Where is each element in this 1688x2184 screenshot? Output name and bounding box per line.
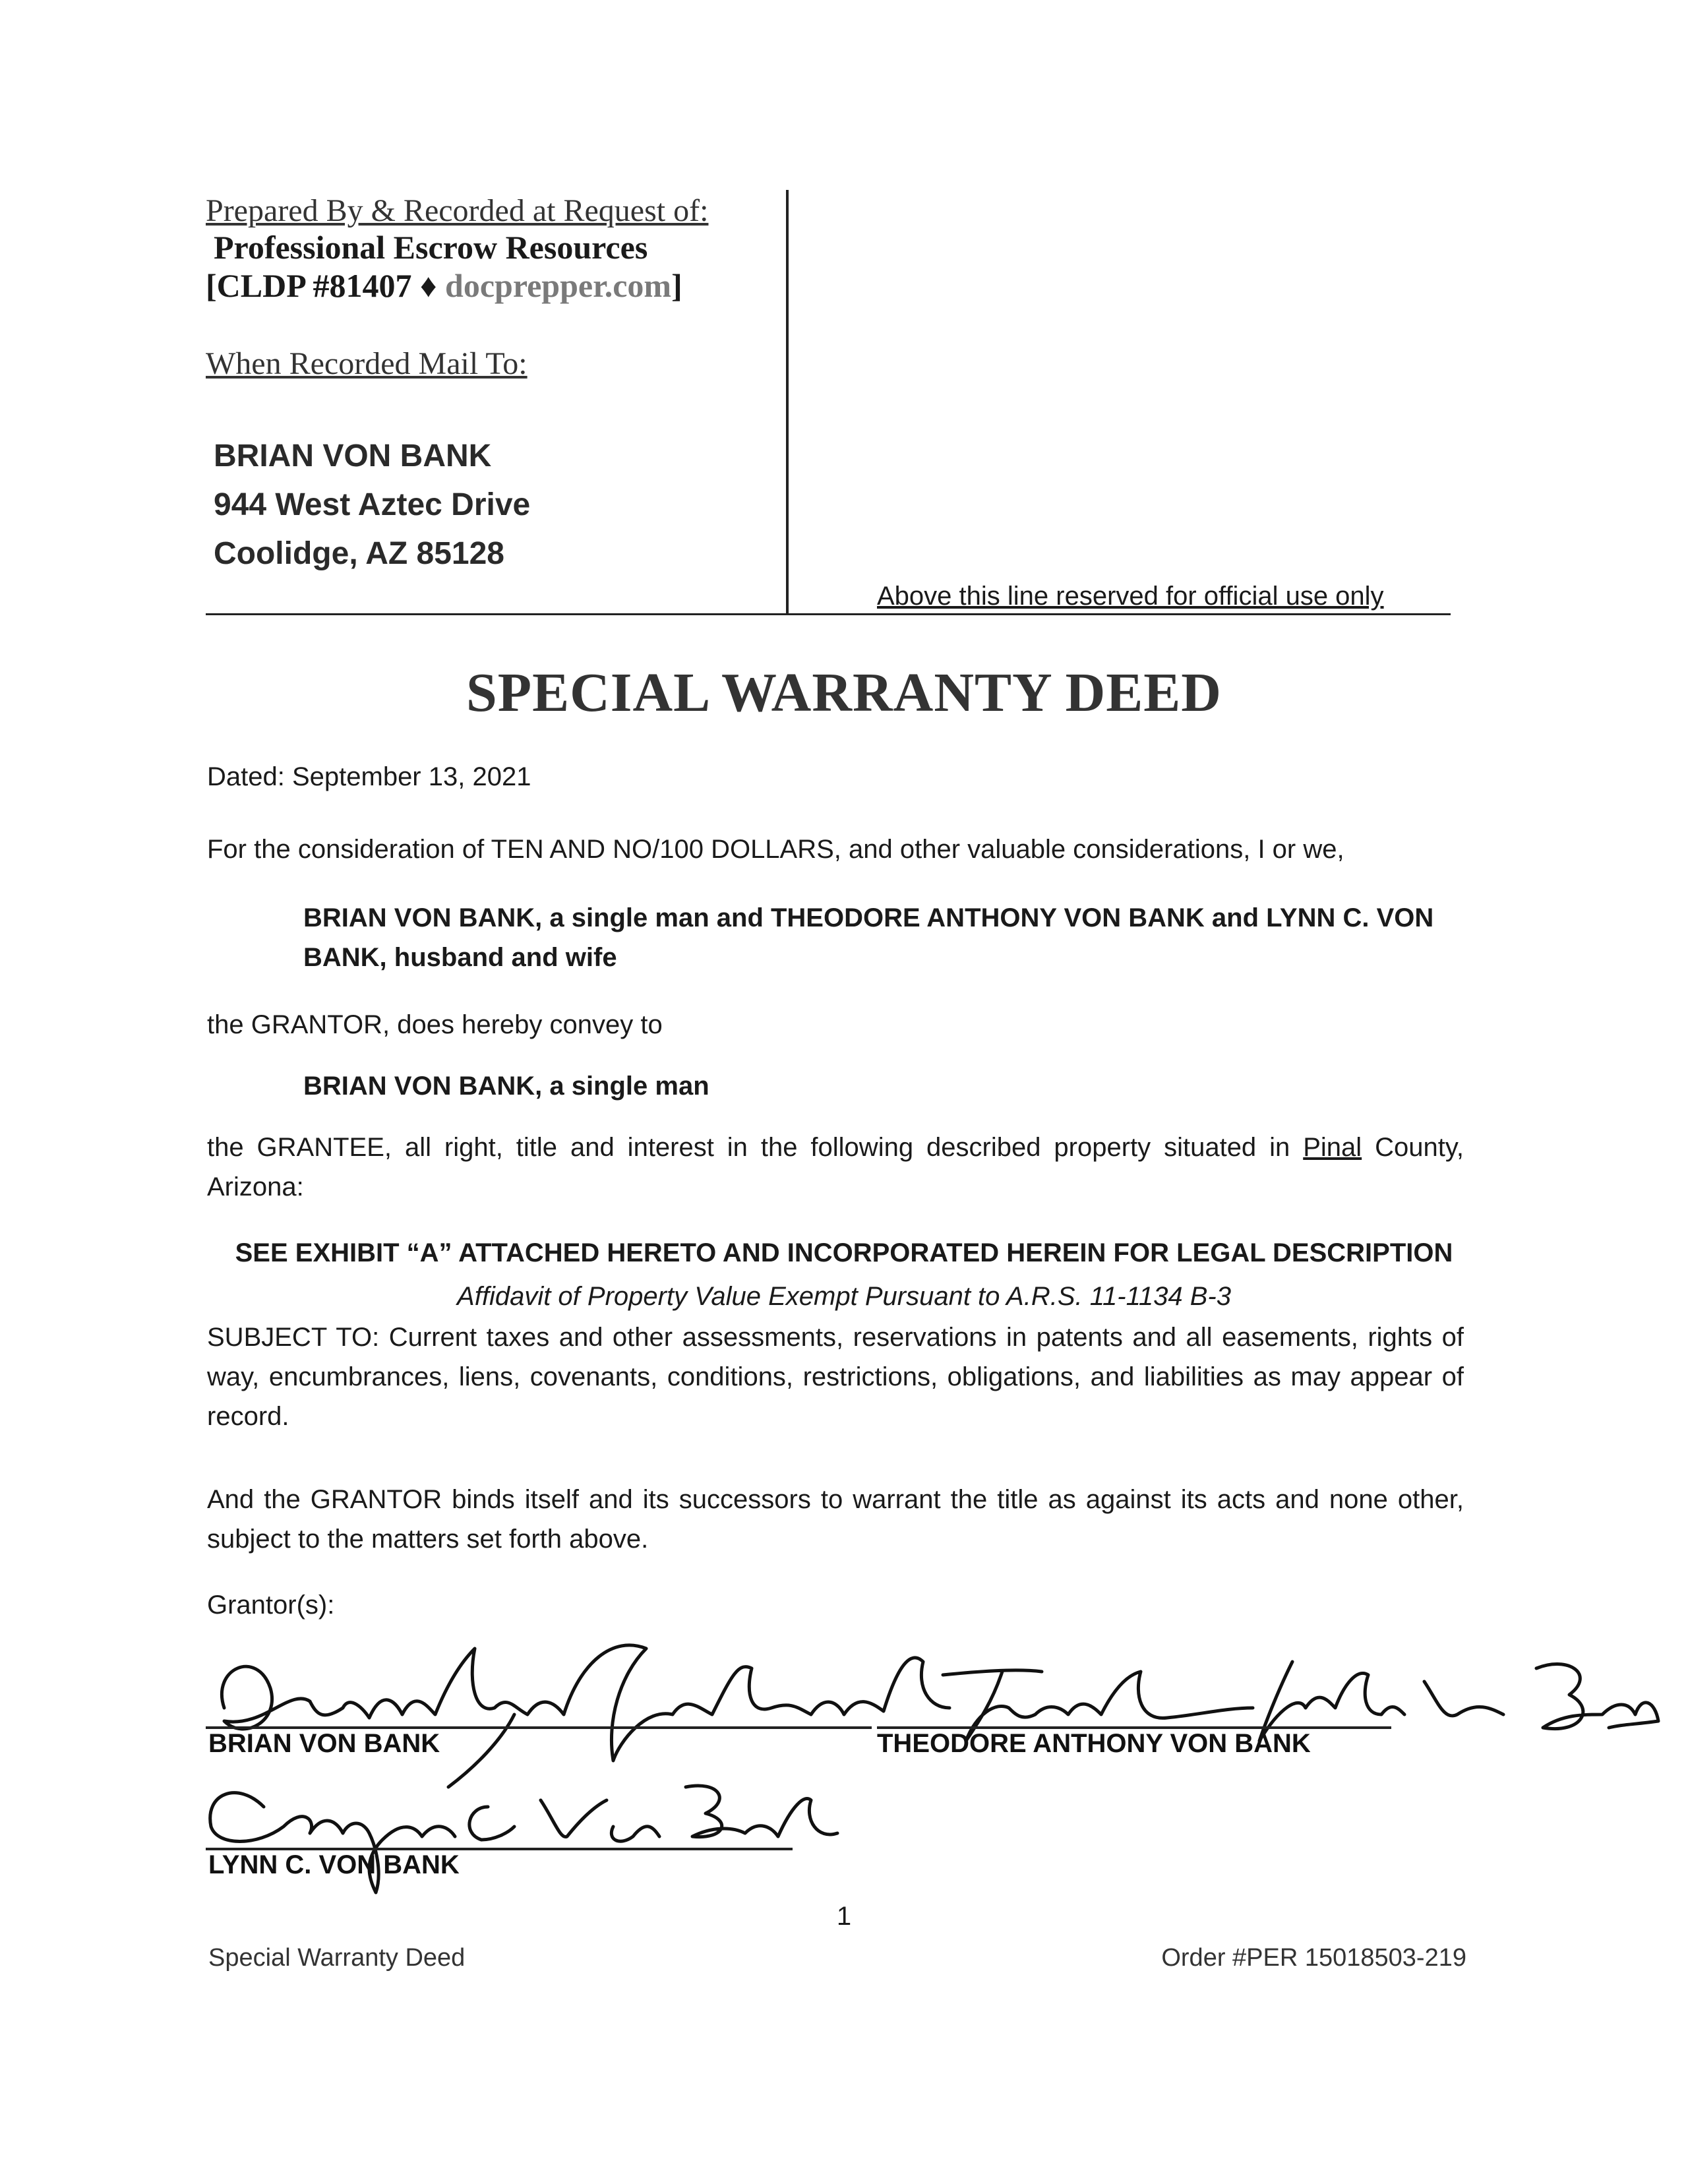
grantors-label: Grantor(s):: [207, 1591, 335, 1620]
signer-name-brian: BRIAN VON BANK: [208, 1729, 440, 1758]
mail-name: BRIAN VON BANK: [214, 439, 492, 473]
cldp-number: [CLDP #81407: [206, 267, 412, 304]
exhibit-line: SEE EXHIBIT “A” ATTACHED HERETO AND INCORPORATED HEREIN FOR LEGAL DESCRIPTION: [235, 1238, 1453, 1267]
signer-name-theodore: THEODORE ANTHONY VON BANK: [877, 1729, 1311, 1758]
county-name: Pinal: [1303, 1133, 1362, 1162]
header-vertical-divider: [786, 190, 789, 615]
grantee-suffix: County, Arizona:: [207, 1133, 1464, 1201]
document-title: SPECIAL WARRANTY DEED: [466, 662, 1222, 723]
consideration-paragraph: For the consideration of TEN AND NO/100 DOLLARS, and other valuable considerations, I or we,: [207, 835, 1344, 864]
subject-to-paragraph: SUBJECT TO: Current taxes and other assessments, reservations in patents and all easements, rights of way, encumbrances, liens, covenants, conditions, restrictions, obligations, and liabilities as may appear of record.: [207, 1323, 1464, 1431]
signer-name-lynn: LYNN C. VON BANK: [208, 1850, 460, 1879]
website-text: docprepper.com: [445, 267, 672, 304]
diamond-icon: ♦: [420, 267, 437, 304]
mail-to-label: When Recorded Mail To:: [206, 346, 528, 381]
footer-order-number: Order #PER 15018503-219: [1161, 1944, 1466, 1972]
grantee-prefix: the GRANTEE, all right, title and interest in the following described property situated in: [207, 1133, 1304, 1162]
official-use-divider: [206, 613, 1451, 615]
grantee-paragraph: [207, 1128, 1464, 1207]
warranty-paragraph: And the GRANTOR binds itself and its successors to warrant the title as against its acts and none other, subject to the matters set forth above.: [207, 1485, 1464, 1554]
grantor-names: BRIAN VON BANK, a single man and THEODORE ANTHONY VON BANK and LYNN C. VON BANK, husband and wife: [303, 903, 1434, 972]
affidavit-line: Affidavit of Property Value Exempt Pursuant to A.R.S. 11-1134 B-3: [457, 1282, 1231, 1311]
convey-line: the GRANTOR, does hereby convey to: [207, 1010, 663, 1039]
prepared-by-label: Prepared By & Recorded at Request of:: [206, 193, 709, 228]
escrow-company-name: Professional Escrow Resources: [214, 229, 648, 266]
cldp-close: ]: [671, 267, 682, 304]
official-use-note: Above this line reserved for official use only: [877, 582, 1384, 611]
grantee-name: BRIAN VON BANK, a single man: [303, 1072, 709, 1101]
dated-line: Dated: September 13, 2021: [207, 762, 531, 791]
signature-brian: [222, 1645, 950, 1787]
footer-document-name: Special Warranty Deed: [208, 1944, 466, 1972]
mail-city: Coolidge, AZ 85128: [214, 536, 504, 571]
page-number: 1: [836, 1902, 852, 1931]
cldp-line: [206, 266, 682, 305]
mail-street: 944 West Aztec Drive: [214, 487, 531, 522]
